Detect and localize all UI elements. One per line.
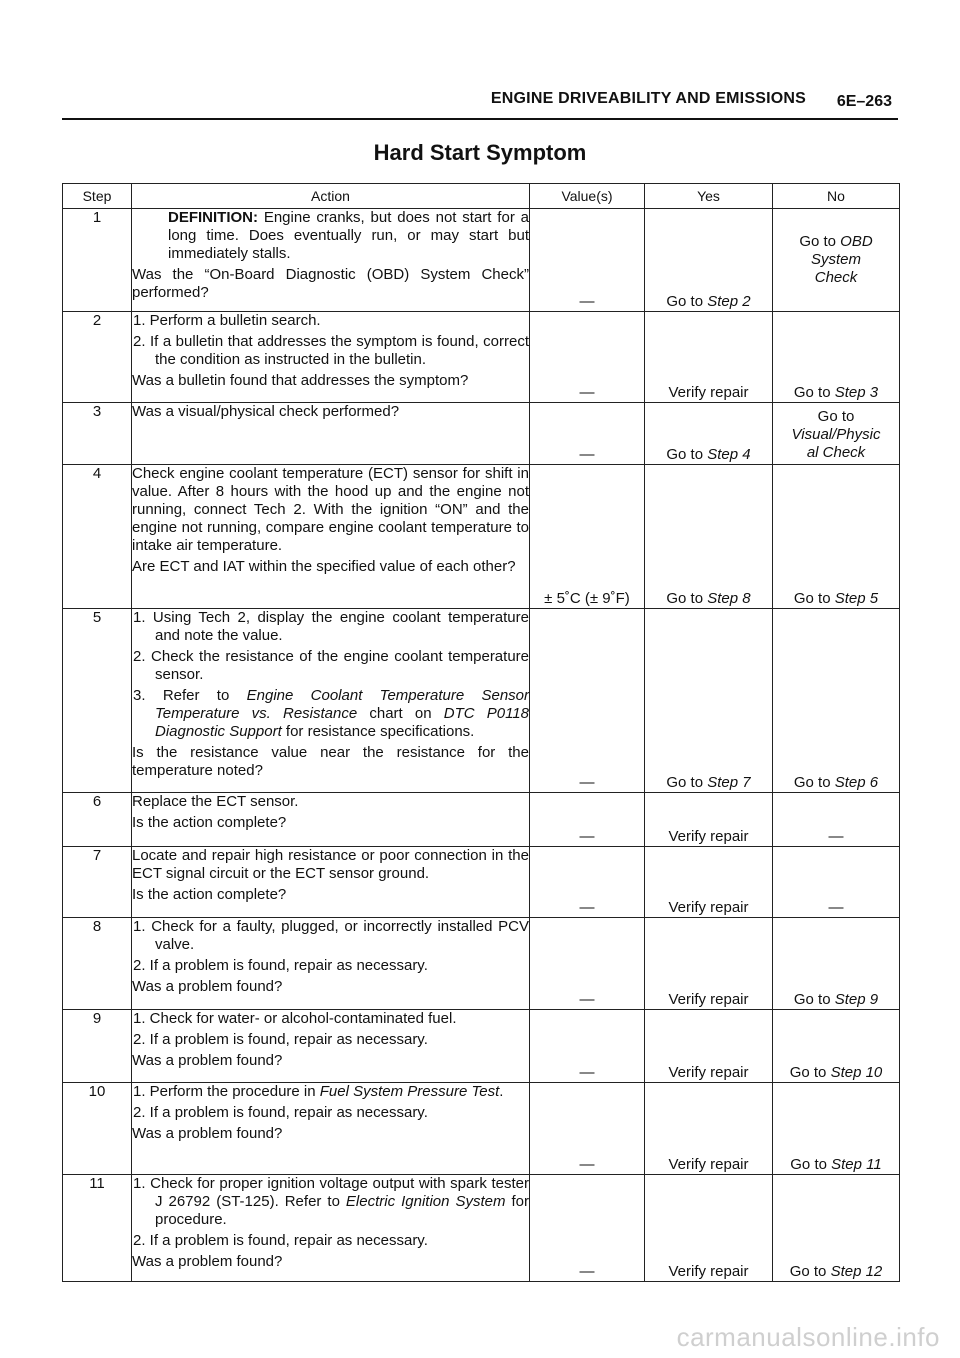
- procedure-reference: Visual/Physic: [791, 426, 881, 443]
- yes-cell: Verify repair: [645, 312, 773, 403]
- yes-cell: Verify repair: [645, 793, 773, 847]
- step-reference: Step 9: [834, 991, 879, 1008]
- no-cell: —: [773, 793, 900, 847]
- action-cell: [132, 403, 530, 465]
- table-header-row: [63, 184, 900, 209]
- value-cell: —: [530, 918, 645, 1010]
- column-header-no: No: [773, 184, 900, 209]
- page-title: Hard Start Symptom: [373, 140, 587, 165]
- question: Was a problem found?: [132, 978, 283, 995]
- no-cell: Go to Step 12: [773, 1175, 900, 1282]
- yes-cell: Verify repair: [645, 1010, 773, 1083]
- question: Was a problem found?: [132, 1052, 283, 1069]
- table-row: [63, 609, 900, 793]
- question: Was a visual/physical check performed?: [132, 403, 400, 420]
- question: Was the “On-Board Diagnostic (OBD) System Check” performed?: [132, 266, 529, 301]
- yes-cell: Go to Step 8: [645, 465, 773, 609]
- section-title: ENGINE DRIVEABILITY AND EMISSIONS: [490, 90, 806, 107]
- question: Was a problem found?: [132, 1253, 283, 1270]
- watermark-footer: carmanualsonline.info: [676, 1322, 940, 1352]
- procedure-reference: Electric Ignition System: [345, 1193, 506, 1210]
- action-cell: [132, 609, 530, 793]
- definition-text: Engine cranks, but does not start for a long time. Does eventually run, or may start but immediately stalls.: [168, 209, 529, 262]
- step-number: 9: [63, 1010, 132, 1083]
- table-row: [63, 403, 900, 465]
- step-reference: Step 11: [831, 1156, 882, 1173]
- action-cell: [132, 847, 530, 918]
- yes-cell: Verify repair: [645, 1175, 773, 1282]
- action-item: 1. Perform the procedure in Fuel System Pressure Test.: [133, 1083, 504, 1100]
- step-number: 10: [63, 1083, 132, 1175]
- column-header-yes: Yes: [645, 184, 773, 209]
- no-cell: Go to Step 10: [773, 1010, 900, 1083]
- action-cell: [132, 918, 530, 1010]
- step-reference: Step 2: [707, 293, 751, 310]
- chart-reference: Engine Coolant Temperature Sensor Temperature vs. Resistance: [155, 687, 530, 722]
- action-cell: [132, 312, 530, 403]
- page-number: 6E–263: [836, 93, 892, 110]
- step-number: 5: [63, 609, 132, 793]
- table-row: [63, 312, 900, 403]
- yes-cell: Verify repair: [645, 847, 773, 918]
- action-item: 1. Check for proper ignition voltage output with spark tester J 26792 (ST-125). Refer to Electric Ignition System for procedure.: [133, 1175, 529, 1228]
- procedure-reference: Fuel System Pressure Test: [319, 1083, 500, 1100]
- no-cell: Go to OBD System Check: [773, 209, 900, 312]
- value-cell: —: [530, 1175, 645, 1282]
- action-cell: [132, 1083, 530, 1175]
- action-item: 1. Check for water- or alcohol-contaminated fuel.: [133, 1010, 457, 1027]
- yes-cell: Go to Step 4: [645, 403, 773, 465]
- value-cell: —: [530, 312, 645, 403]
- question: Is the resistance value near the resistance for the temperature noted?: [132, 744, 529, 779]
- value-cell: —: [530, 1083, 645, 1175]
- step-reference: Step 10: [830, 1064, 883, 1081]
- action-item: 2. If a problem is found, repair as necessary.: [133, 1031, 428, 1048]
- question: Is the action complete?: [132, 814, 287, 831]
- no-cell: —: [773, 847, 900, 918]
- table-row: [63, 209, 900, 312]
- value-cell: —: [530, 847, 645, 918]
- yes-cell: Verify repair: [645, 918, 773, 1010]
- step-number: 11: [63, 1175, 132, 1282]
- action-item: 2. If a problem is found, repair as necessary.: [133, 1104, 428, 1121]
- no-cell: Go to Step 6: [773, 609, 900, 793]
- question: Was a bulletin found that addresses the symptom?: [132, 372, 469, 389]
- table-row: [63, 918, 900, 1010]
- action-cell: [132, 1175, 530, 1282]
- action-item: 3. Refer to Engine Coolant Temperature Sensor Temperature vs. Resistance chart on DTC P0118 Diagnostic Support for resistance specifications.: [133, 687, 530, 740]
- step-number: 2: [63, 312, 132, 403]
- step-number: 4: [63, 465, 132, 609]
- action-item: 2. Check the resistance of the engine coolant temperature sensor.: [133, 648, 529, 683]
- question: Is the action complete?: [132, 886, 287, 903]
- step-number: 8: [63, 918, 132, 1010]
- action-text: Replace the ECT sensor.: [132, 793, 299, 810]
- step-reference: Step 12: [830, 1263, 883, 1280]
- value-cell: —: [530, 209, 645, 312]
- action-item: 2. If a bulletin that addresses the symptom is found, correct the condition as instructed in the bulletin.: [133, 333, 529, 368]
- page-header: [62, 88, 898, 120]
- action-cell: [132, 209, 530, 312]
- table-row: [63, 793, 900, 847]
- dtc-reference: DTC P0118 Diagnostic Support: [155, 705, 529, 740]
- yes-cell: Go to Step 2: [645, 209, 773, 312]
- step-number: 1: [63, 209, 132, 312]
- yes-cell: Go to Step 7: [645, 609, 773, 793]
- value-cell: —: [530, 609, 645, 793]
- step-reference: Step 5: [834, 590, 879, 607]
- action-text: Locate and repair high resistance or poor connection in the ECT signal circuit or the ECT sensor ground.: [132, 847, 529, 882]
- table-row: [63, 465, 900, 609]
- no-cell: Go to Visual/Physic al Check: [773, 403, 900, 465]
- diagnostic-table: [62, 183, 900, 1282]
- step-number: 6: [63, 793, 132, 847]
- action-item: 1. Check for a faulty, plugged, or incorrectly installed PCV valve.: [133, 918, 529, 953]
- step-number: 7: [63, 847, 132, 918]
- table-row: [63, 1175, 900, 1282]
- step-reference: Step 7: [707, 774, 751, 791]
- no-cell: Go to Step 5: [773, 465, 900, 609]
- yes-cell: Verify repair: [645, 1083, 773, 1175]
- action-cell: [132, 465, 530, 609]
- action-item: 2. If a problem is found, repair as necessary.: [133, 1232, 428, 1249]
- definition: [132, 209, 529, 263]
- no-cell: Go to Step 11: [773, 1083, 900, 1175]
- step-reference: Step 8: [707, 590, 751, 607]
- column-header-action: Action: [132, 184, 530, 209]
- no-cell: Go to Step 3: [773, 312, 900, 403]
- table-row: [63, 1083, 900, 1175]
- table-row: [63, 847, 900, 918]
- column-header-value: Value(s): [530, 184, 645, 209]
- no-cell: Go to Step 9: [773, 918, 900, 1010]
- action-item: 1. Perform a bulletin search.: [133, 312, 321, 329]
- question: Was a problem found?: [132, 1125, 283, 1142]
- action-item: 1. Using Tech 2, display the engine coolant temperature and note the value.: [133, 609, 529, 644]
- step-number: 3: [63, 403, 132, 465]
- step-reference: Step 3: [834, 384, 879, 401]
- table-row: [63, 1010, 900, 1083]
- value-cell: —: [530, 403, 645, 465]
- action-cell: [132, 793, 530, 847]
- step-reference: Step 4: [707, 446, 751, 463]
- definition-label: DEFINITION:: [168, 209, 258, 226]
- action-text: Check engine coolant temperature (ECT) sensor for shift in value. After 8 hours with the hood up and the engine not running, connect Tech 2. With the ignition “ON” and the engine not running, compare engine coolant temperature to intake air temperature.: [132, 465, 529, 554]
- action-cell: [132, 1010, 530, 1083]
- procedure-reference: OBD: [840, 233, 873, 250]
- value-cell: —: [530, 1010, 645, 1083]
- action-item: 2. If a problem is found, repair as necessary.: [133, 957, 428, 974]
- value-cell: ± 5˚C (± 9˚F): [530, 465, 645, 609]
- column-header-step: Step: [63, 184, 132, 209]
- step-reference: Step 6: [834, 774, 879, 791]
- question: Are ECT and IAT within the specified value of each other?: [132, 558, 516, 575]
- value-cell: —: [530, 793, 645, 847]
